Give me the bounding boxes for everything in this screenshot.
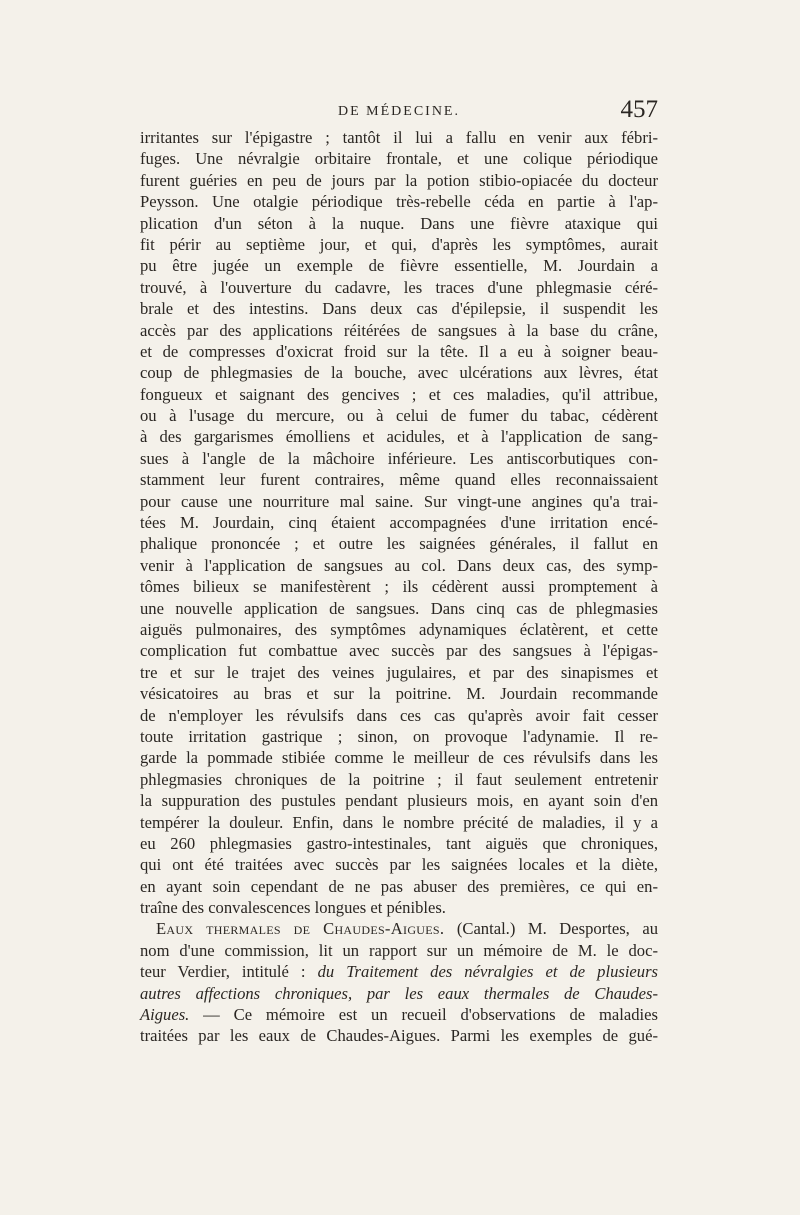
text-line: Aigues. — Ce mémoire est un recueil d'observations de maladies [140,1005,658,1025]
text-line: de n'employer les révulsifs dans ces cas qu'après avoir fait cesser [140,705,658,725]
text-line: tômes bilieux se manifestèrent ; ils cédèrent aussi promptement à [140,577,658,597]
text-line: fongueux et saignant des gencives ; et ces maladies, qu'il attribue, [140,384,658,404]
text-line: tre et sur le trajet des veines jugulaires, et par des sinapismes et [140,662,658,682]
text-line: plication d'un séton à la nuque. Dans une fièvre ataxique qui [140,213,658,233]
text-line: pour cause une nourriture mal saine. Sur vingt-une angines qu'a trai- [140,491,658,511]
text-line: stamment leur furent contraires, même quand elles reconnaissaient [140,470,658,490]
text-line: en ayant soin cependant de ne pas abuser des premières, ce qui en- [140,876,658,896]
text-line: phlegmasies chroniques de la poitrine ; il faut seulement entretenir [140,769,658,789]
text-line: et de compresses d'oxicrat froid sur la tête. Il a eu à soigner beau- [140,341,658,361]
text-line: qui ont été traitées avec succès par les saignées locales et la diète, [140,855,658,875]
text-line: trouvé, à l'ouverture du cadavre, les traces d'une phlegmasie céré- [140,277,658,297]
text-line: nom d'une commission, lit un rapport sur un mémoire de M. le doc- [140,940,658,960]
page-number: 457 [620,96,658,123]
text-line: sues à l'angle de la mâchoire inférieure. Les antiscorbutiques con- [140,448,658,468]
text-line: vésicatoires au bras et sur la poitrine. M. Jourdain recommande [140,684,658,704]
text-line: brale et des intestins. Dans deux cas d'épilepsie, il suspendit les [140,299,658,319]
text-line: eu 260 phlegmasies gastro-intestinales, tant aiguës que chroniques, [140,833,658,853]
text-line: autres affections chroniques, par les eaux thermales de Chaudes- [140,983,658,1003]
section-heading: Eaux thermales de Chaudes-Aigues. [156,919,445,939]
text-line: teur Verdier, intitulé : du Traitement des névralgies et de plusieurs [140,962,659,982]
body-text [140,127,658,1047]
text-line: la suppuration des pustules pendant plusieurs mois, en ayant soin d'en [140,791,658,811]
text-line: ou à l'usage du mercure, ou à celui de fumer du tabac, cédèrent [140,406,658,426]
text-line: fuges. Une névralgie orbitaire frontale, et une colique périodique [140,149,658,169]
text-line: furent guéries en peu de jours par la potion stibio-opiacée du docteur [140,170,658,190]
text-line: aiguës pulmonaires, des symptômes adynamiques éclatèrent, et cette [140,619,658,639]
text-line: coup de phlegmasies de la bouche, avec ulcérations aux lèvres, état [140,363,658,383]
text-line: toute irritation gastrique ; sinon, on provoque l'adynamie. Il re- [140,726,658,746]
text-line: traîne des convalescences longues et pénibles. [140,898,446,918]
text-line: Eaux thermales de Chaudes-Aigues. (Cantal.) M. Desportes, au [156,919,658,939]
text-line: garde la pommade stibiée comme le meilleur de ces révulsifs dans les [140,748,658,768]
text-line: tées M. Jourdain, cinq étaient accompagnées d'une irritation encé- [140,513,658,533]
running-title: DE MÉDECINE. [338,104,460,119]
paragraph-main [140,127,658,918]
text-line: traitées par les eaux de Chaudes-Aigues. Parmi les exemples de gué- [140,1026,658,1046]
text-line: irritantes sur l'épigastre ; tantôt il lui a fallu en venir aux fébri- [140,128,658,147]
text-line: Peysson. Une otalgie périodique très-rebelle céda en partie à l'ap- [140,192,658,212]
text-line: une nouvelle application de sangsues. Dans cinq cas de phlegmasies [140,598,658,618]
paragraph-chaudes-aigues [140,918,658,1046]
text-line: complication fut combattue avec succès par des sangsues à l'épigas- [140,641,658,661]
text-line: tempérer la douleur. Enfin, dans le nombre précité de maladies, il y a [140,812,658,832]
text-line: pu être jugée un exemple de fièvre essentielle, M. Jourdain a [140,256,658,276]
text-line: à des gargarismes émolliens et acidules, et à l'application de sang- [140,427,658,447]
text-line: phalique prononcée ; et outre les saignées générales, il fallut en [140,534,658,554]
text-line: venir à l'application de sangsues au col. Dans deux cas, des symp- [140,555,658,575]
text-line: fit périr au septième jour, et qui, d'après les symptômes, aurait [140,234,658,254]
text-line: accès par des applications réitérées de sangsues à la base du crâne, [140,320,658,340]
